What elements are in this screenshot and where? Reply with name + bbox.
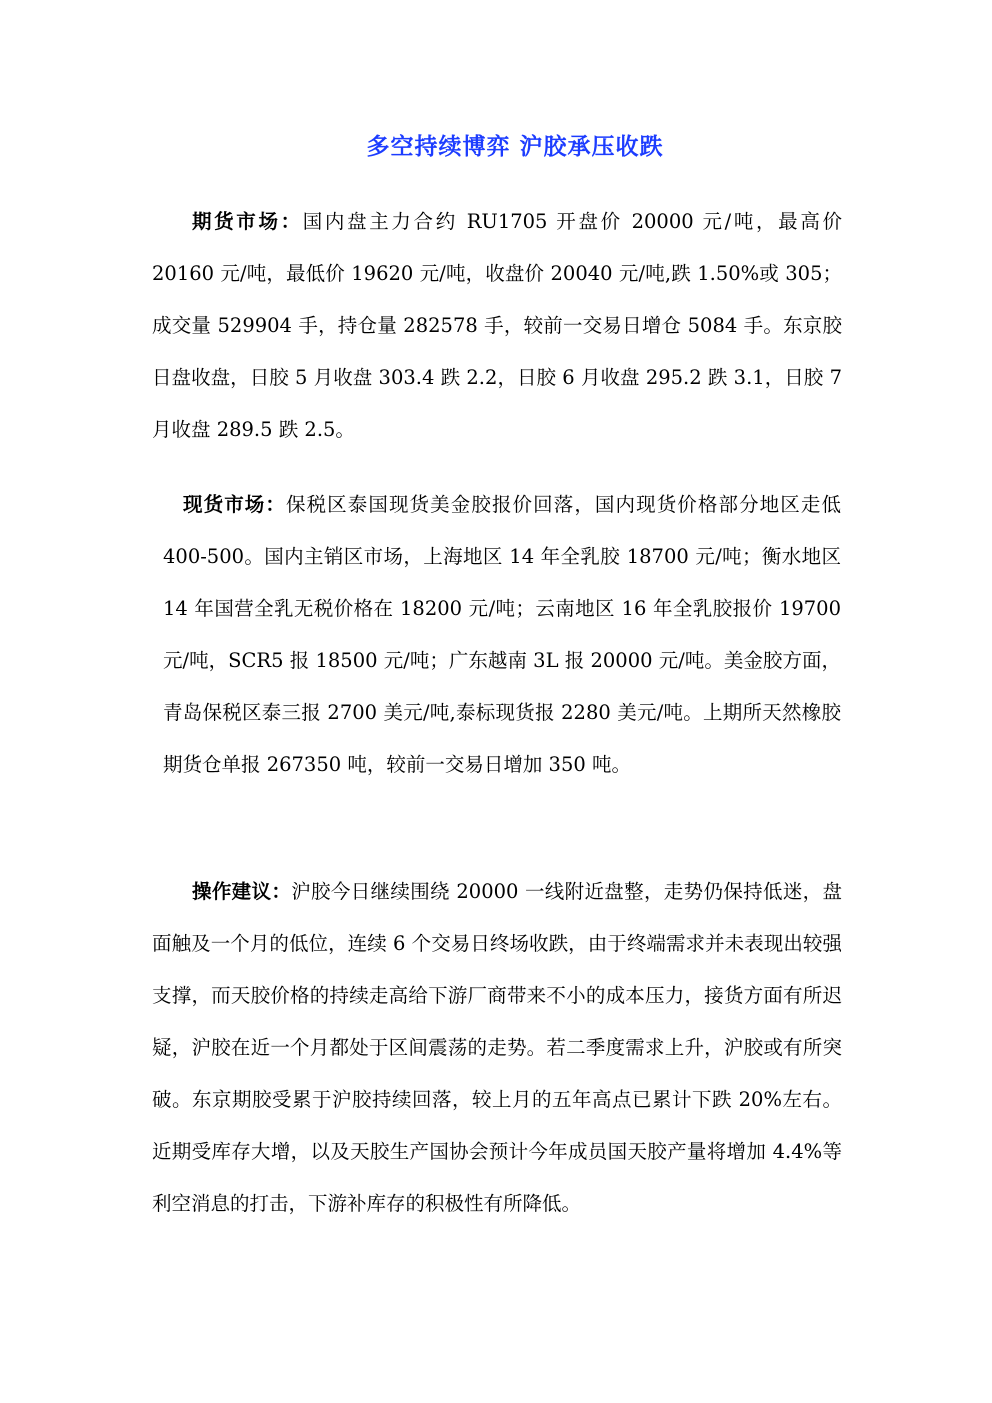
futures-market-text: 国内盘主力合约 RU1705 开盘价 20000 元/吨，最高价 20160 元/吨，最低价 19620 元/吨，收盘价 20040 元/吨,跌 1.50%或 305；成交量 529904 手，持仓量 282578 手，较前一交易日增仓 5084 手。东京胶日盘收盘，日胶 5 月收盘 303.4 跌 2.2，日胶 6 月收盘 295.2 跌 3.1，日胶 7 月收盘 289.5 跌 2.5。 — [152, 210, 842, 441]
operation-advice-heading: 操作建议： — [192, 880, 292, 903]
document-title: 多空持续博弈 沪胶承压收跌 — [366, 133, 664, 160]
futures-market-paragraph — [152, 196, 842, 456]
spot-market-text: 保税区泰国现货美金胶报价回落，国内现货价格部分地区走低 400-500。国内主销区市场，上海地区 14 年全乳胶 18700 元/吨；衡水地区 14 年国营全乳无税价格在 18200 元/吨；云南地区 16 年全乳胶报价 19700 元/吨，SCR5 报 18500 元/吨；广东越南 3L 报 20000 元/吨。美金胶方面，青岛保税区泰三报 2700 美元/吨,泰标现货报 2280 美元/吨。上期所天然橡胶期货仓单报 267350 吨，较前一交易日增加 350 吨。 — [163, 493, 841, 776]
spot-market-heading: 现货市场： — [183, 493, 286, 516]
operation-advice-paragraph — [152, 866, 842, 1230]
spot-market-paragraph — [163, 479, 841, 791]
futures-market-heading: 期货市场： — [192, 210, 303, 233]
operation-advice-text: 沪胶今日继续围绕 20000 一线附近盘整，走势仍保持低迷，盘面触及一个月的低位，连续 6 个交易日终场收跌，由于终端需求并未表现出较强支撑，而天胶价格的持续走高给下游厂商带来不小的成本压力，接货方面有所迟疑，沪胶在近一个月都处于区间震荡的走势。若二季度需求上升，沪胶或有所突破。东京期胶受累于沪胶持续回落，较上月的五年高点已累计下跌 20%左右。近期受库存大增，以及天胶生产国协会预计今年成员国天胶产量将增加 4.4%等利空消息的打击，下游补库存的积极性有所降低。 — [152, 880, 842, 1215]
